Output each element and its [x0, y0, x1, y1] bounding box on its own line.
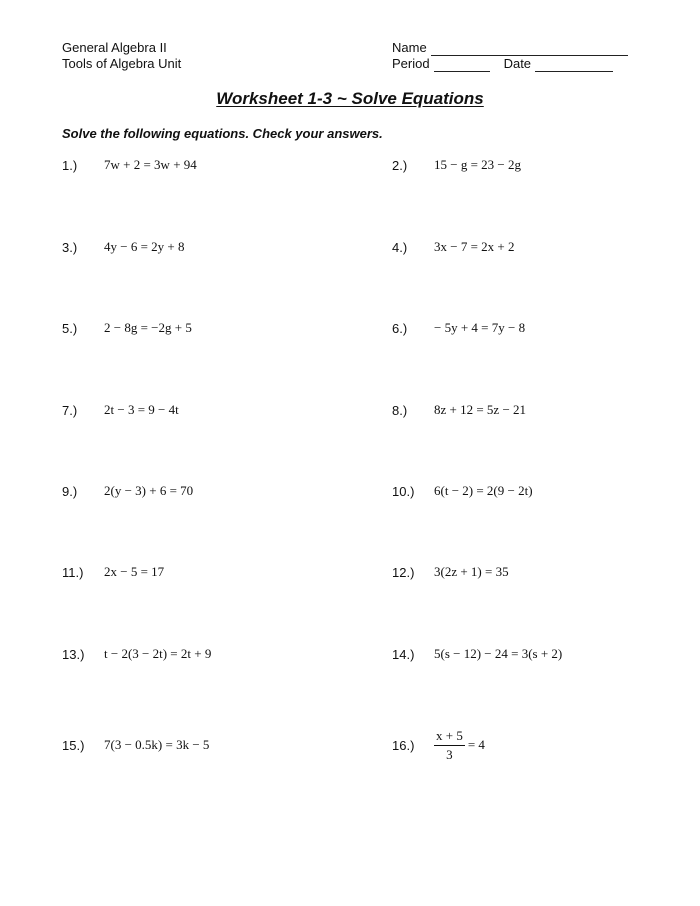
date-blank — [535, 59, 613, 72]
equation: 6(t − 2) = 2(9 − 2t) — [434, 483, 533, 498]
name-row — [392, 40, 642, 56]
problem-number: 8.) — [392, 402, 408, 418]
problem-number: 12.) — [392, 564, 415, 580]
problem-14 — [392, 639, 562, 669]
period-date-row — [392, 56, 642, 72]
equation — [434, 728, 485, 763]
problem-number: 7.) — [62, 402, 78, 418]
problem-15 — [62, 730, 209, 760]
name-label: Name — [392, 40, 427, 55]
problem-number: 13.) — [62, 646, 85, 662]
fraction — [434, 728, 465, 763]
problem-number: 6.) — [392, 320, 408, 336]
course-name: General Algebra II — [62, 40, 167, 55]
instructions: Solve the following equations. Check your answers. — [62, 126, 383, 141]
problem-8 — [392, 395, 526, 425]
equation: 8z + 12 = 5z − 21 — [434, 402, 527, 417]
problem-13 — [62, 639, 211, 669]
equation: t − 2(3 − 2t) = 2t + 9 — [104, 646, 212, 661]
equation: 5(s − 12) − 24 = 3(s + 2) — [434, 646, 563, 661]
equation-rhs: = 4 — [467, 737, 485, 752]
period-label: Period — [392, 56, 430, 71]
date-label: Date — [503, 56, 532, 71]
problem-number: 15.) — [62, 737, 85, 753]
problem-number: 16.) — [392, 737, 415, 753]
equation: 7(3 − 0.5k) = 3k − 5 — [104, 737, 210, 752]
equation: − 5y + 4 = 7y − 8 — [434, 320, 526, 335]
problem-16 — [392, 722, 485, 768]
problem-number: 14.) — [392, 646, 415, 662]
equation: 3x − 7 = 2x + 2 — [434, 239, 515, 254]
equation: 2 − 8g = −2g + 5 — [104, 320, 192, 335]
problem-number: 9.) — [62, 483, 78, 499]
problem-6 — [392, 313, 525, 343]
equation: 2x − 5 = 17 — [104, 564, 165, 579]
fraction-numerator: x + 5 — [434, 728, 465, 746]
worksheet-title — [0, 89, 700, 109]
fraction-denominator: 3 — [446, 746, 453, 762]
unit-name: Tools of Algebra Unit — [62, 56, 182, 71]
problem-9 — [62, 476, 193, 506]
equation: 7w + 2 = 3w + 94 — [104, 157, 197, 172]
problem-number: 3.) — [62, 239, 78, 255]
name-blank — [431, 43, 628, 56]
equation: 3(2z + 1) = 35 — [434, 564, 509, 579]
problem-3 — [62, 232, 185, 262]
problem-5 — [62, 313, 192, 343]
worksheet-title-text: Worksheet 1-3 ~ Solve Equations — [216, 89, 484, 108]
problem-number: 11.) — [62, 564, 84, 580]
period-blank — [434, 59, 490, 72]
problem-2 — [392, 150, 521, 180]
problem-number: 10.) — [392, 483, 415, 499]
equation: 4y − 6 = 2y + 8 — [104, 239, 185, 254]
problem-1 — [62, 150, 197, 180]
problem-10 — [392, 476, 533, 506]
course-info — [62, 40, 181, 72]
equation: 2t − 3 = 9 − 4t — [104, 402, 179, 417]
problem-number: 1.) — [62, 157, 78, 173]
problem-12 — [392, 557, 509, 587]
equation: 2(y − 3) + 6 = 70 — [104, 483, 194, 498]
problem-number: 4.) — [392, 239, 408, 255]
problem-number: 5.) — [62, 320, 78, 336]
problem-7 — [62, 395, 179, 425]
problem-4 — [392, 232, 515, 262]
problem-number: 2.) — [392, 157, 408, 173]
problem-11 — [62, 557, 164, 587]
equation: 15 − g = 23 − 2g — [434, 157, 521, 172]
student-info — [392, 40, 642, 72]
